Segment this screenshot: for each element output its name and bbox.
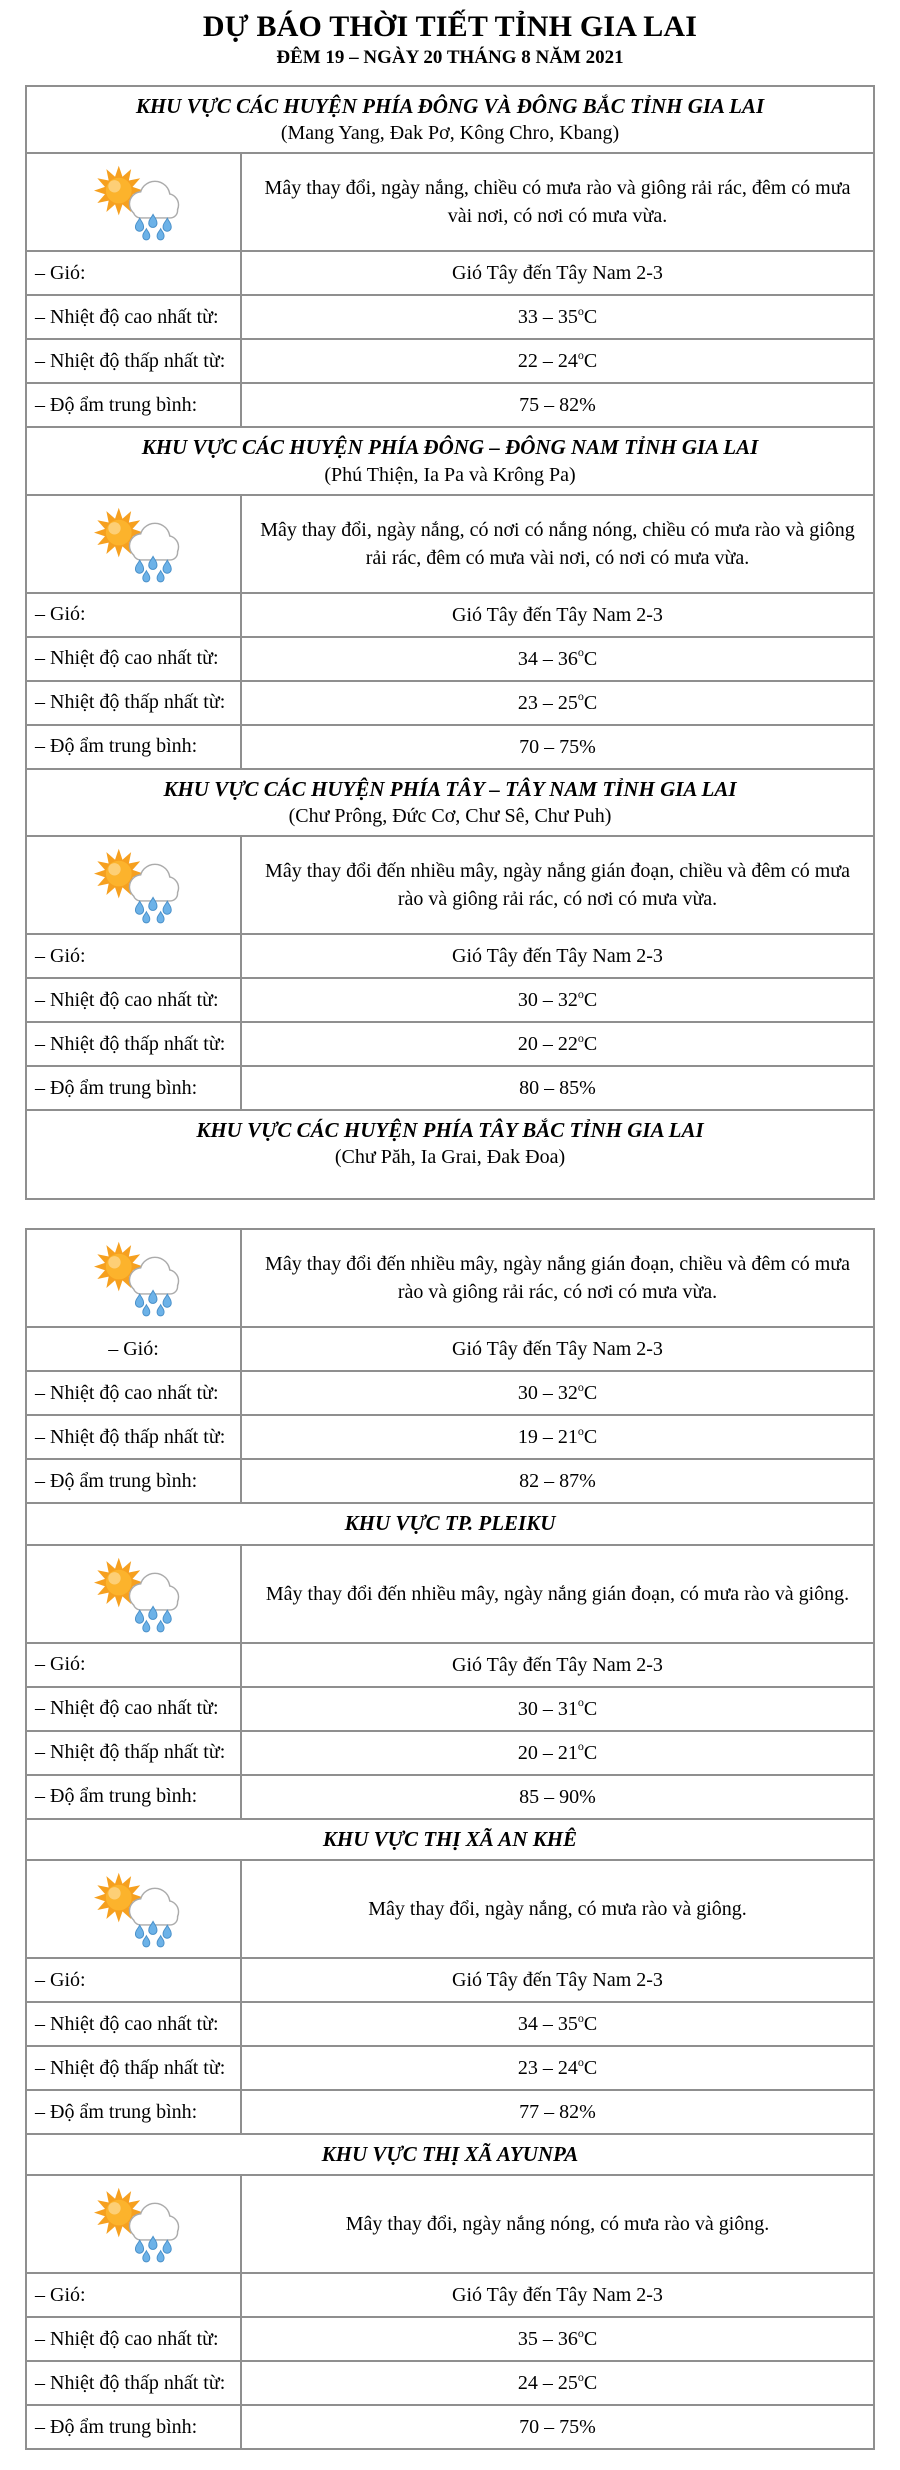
humidity-label: – Độ ẩm trung bình: xyxy=(27,1460,242,1502)
temp-min-label: – Nhiệt độ thấp nhất từ: xyxy=(27,2362,242,2404)
temp-max-label: – Nhiệt độ cao nhất từ: xyxy=(27,2318,242,2360)
temp-min-value: 20 – 22$^o$C xyxy=(517,1030,598,1056)
temp-max-row xyxy=(27,977,873,1021)
temp-min-value: 24 – 25$^o$C xyxy=(517,2370,598,2395)
page-title: DỰ BÁO THỜI TIẾT TỈNH GIA LAI xyxy=(202,10,698,43)
sun-cloud-rain-icon xyxy=(86,1554,182,1634)
region-title: KHU VỰC CÁC HUYỆN PHÍA TÂY – TÂY NAM TỈNH GIA LAI xyxy=(163,776,737,801)
wind-value: Gió Tây đến Tây Nam 2-3 xyxy=(452,2284,663,2307)
forecast-text: Mây thay đổi đến nhiều mây, ngày nắng gián đoạn, chiều và đêm có mưa rào và giông rải rác, có nơi có mưa vừa. xyxy=(265,1253,850,1304)
humidity-value: 70 – 75% xyxy=(519,735,596,758)
humidity-value: 70 – 75% xyxy=(519,2416,596,2439)
temp-min-row xyxy=(27,2360,873,2404)
sun-cloud-rain-icon xyxy=(86,845,182,925)
page-break-gap xyxy=(25,1200,875,1228)
wind-value: Gió Tây đến Tây Nam 2-3 xyxy=(452,1969,663,1992)
temp-max-value: 30 – 32$^o$C xyxy=(517,986,598,1012)
temp-min-row xyxy=(27,1021,873,1065)
wind-row xyxy=(27,2272,873,2316)
forecast-description xyxy=(242,1546,873,1642)
temp-min-value: 22 – 24$^o$C xyxy=(517,348,598,373)
temp-max-value: 30 – 32$^o$C xyxy=(517,1380,598,1405)
forecast-description xyxy=(242,2176,873,2272)
temp-max-row xyxy=(27,1686,873,1730)
region-header xyxy=(27,2133,873,2174)
wind-row xyxy=(27,592,873,636)
sun-cloud-rain-icon xyxy=(86,504,182,584)
temp-max-label: – Nhiệt độ cao nhất từ: xyxy=(27,2003,242,2045)
sun-cloud-rain-icon xyxy=(86,162,182,242)
humidity-label: – Độ ẩm trung bình: xyxy=(27,726,242,768)
weather-icon-cell xyxy=(27,154,242,250)
humidity-row xyxy=(27,2404,873,2448)
humidity-row xyxy=(27,1774,873,1818)
region-header xyxy=(27,1818,873,1859)
temp-min-value: 20 – 21$^o$C xyxy=(517,1739,598,1764)
humidity-value: 80 – 85% xyxy=(519,1077,596,1100)
forecast-row xyxy=(27,835,873,933)
temp-max-label: – Nhiệt độ cao nhất từ: xyxy=(27,638,242,680)
wind-label: – Gió: xyxy=(27,1644,242,1686)
wind-label: – Gió: xyxy=(27,1328,242,1370)
sun-cloud-rain-icon xyxy=(86,1238,182,1318)
forecast-table xyxy=(25,1228,875,2450)
temp-min-label: – Nhiệt độ thấp nhất từ: xyxy=(27,2047,242,2089)
forecast-tables-container xyxy=(25,85,875,2450)
temp-min-row xyxy=(27,1730,873,1774)
humidity-label: – Độ ẩm trung bình: xyxy=(27,2091,242,2133)
forecast-text: Mây thay đổi, ngày nắng, có mưa rào và giông. xyxy=(368,1898,747,1921)
region-title: KHU VỰC CÁC HUYỆN PHÍA ĐÔNG – ĐÔNG NAM TỈNH GIA LAI xyxy=(141,435,759,460)
temp-min-row xyxy=(27,2045,873,2089)
wind-label: – Gió: xyxy=(27,594,242,636)
wind-value: Gió Tây đến Tây Nam 2-3 xyxy=(452,945,663,968)
temp-min-label: – Nhiệt độ thấp nhất từ: xyxy=(27,340,242,382)
forecast-table xyxy=(25,85,875,1200)
humidity-row xyxy=(27,382,873,426)
humidity-label: – Độ ẩm trung bình: xyxy=(27,1067,242,1109)
wind-label: – Gió: xyxy=(27,935,242,977)
humidity-row xyxy=(27,724,873,768)
wind-label: – Gió: xyxy=(27,2274,242,2316)
region-districts: (Chư Prông, Đức Cơ, Chư Sê, Chư Puh) xyxy=(288,805,612,828)
humidity-value: 75 – 82% xyxy=(519,394,596,417)
weather-icon-cell xyxy=(27,496,242,592)
temp-min-label: – Nhiệt độ thấp nhất từ: xyxy=(27,682,242,724)
temp-max-row xyxy=(27,2316,873,2360)
wind-label: – Gió: xyxy=(27,1959,242,2001)
temp-min-label: – Nhiệt độ thấp nhất từ: xyxy=(27,1732,242,1774)
forecast-description xyxy=(242,496,873,592)
wind-value: Gió Tây đến Tây Nam 2-3 xyxy=(452,1338,663,1361)
region-header xyxy=(27,87,873,152)
humidity-label: – Độ ẩm trung bình: xyxy=(27,2406,242,2448)
sun-cloud-rain-icon xyxy=(86,2184,182,2264)
region-title: KHU VỰC CÁC HUYỆN PHÍA ĐÔNG VÀ ĐÔNG BẮC TỈNH GIA LAI xyxy=(135,94,765,118)
wind-label: – Gió: xyxy=(27,252,242,294)
wind-row xyxy=(27,1642,873,1686)
forecast-text: Mây thay đổi, ngày nắng nóng, có mưa rào và giông. xyxy=(345,2213,770,2236)
forecast-row xyxy=(27,1230,873,1326)
temp-max-value: 30 – 31$^o$C xyxy=(517,1695,598,1720)
temp-max-label: – Nhiệt độ cao nhất từ: xyxy=(27,296,242,338)
forecast-description xyxy=(242,1861,873,1957)
region-header xyxy=(27,1502,873,1543)
wind-row xyxy=(27,1957,873,2001)
region-header xyxy=(27,768,873,835)
wind-row xyxy=(27,1326,873,1370)
temp-max-label: – Nhiệt độ cao nhất từ: xyxy=(27,1372,242,1414)
region-title: KHU VỰC THỊ XÃ AYUNPA xyxy=(321,2142,579,2167)
humidity-value: 77 – 82% xyxy=(519,2101,596,2124)
temp-min-row xyxy=(27,1414,873,1458)
temp-max-row xyxy=(27,2001,873,2045)
temp-max-label: – Nhiệt độ cao nhất từ: xyxy=(27,1688,242,1730)
temp-max-row xyxy=(27,636,873,680)
region-districts: (Chư Păh, Ia Grai, Đak Đoa) xyxy=(334,1146,566,1169)
humidity-label: – Độ ẩm trung bình: xyxy=(27,1776,242,1818)
forecast-text: Mây thay đổi đến nhiều mây, ngày nắng gián đoạn, chiều và đêm có mưa rào và giông rải rác, có nơi có mưa vừa. xyxy=(265,860,850,911)
temp-max-value: 34 – 35$^o$C xyxy=(517,2010,598,2036)
temp-max-value: 33 – 35$^o$C xyxy=(517,304,598,329)
region-header xyxy=(27,1109,873,1198)
temp-max-label: – Nhiệt độ cao nhất từ: xyxy=(27,979,242,1021)
region-title: KHU VỰC CÁC HUYỆN PHÍA TÂY BẮC TỈNH GIA LAI xyxy=(196,1118,704,1143)
temp-max-value: 34 – 36$^o$C xyxy=(517,645,598,670)
humidity-row xyxy=(27,1458,873,1502)
forecast-text: Mây thay đổi, ngày nắng, có nơi có nắng nóng, chiều có mưa rào và giông rải rác, đêm có mưa vài nơi, có nơi có mưa vừa. xyxy=(260,518,855,569)
temp-max-value: 35 – 36$^o$C xyxy=(517,2326,598,2351)
forecast-text: Mây thay đổi, ngày nắng, chiều có mưa rào và giông rải rác, đêm có mưa vài nơi, có nơi có mưa vừa. xyxy=(264,177,851,228)
temp-max-row xyxy=(27,1370,873,1414)
sun-cloud-rain-icon xyxy=(86,1869,182,1949)
weather-icon-cell xyxy=(27,2176,242,2272)
forecast-description xyxy=(242,837,873,933)
temp-min-value: 23 – 24$^o$C xyxy=(517,2054,598,2080)
humidity-row xyxy=(27,2089,873,2133)
weather-icon-cell xyxy=(27,1861,242,1957)
forecast-row xyxy=(27,1859,873,1957)
forecast-description xyxy=(242,154,873,250)
humidity-row xyxy=(27,1065,873,1109)
wind-value: Gió Tây đến Tây Nam 2-3 xyxy=(452,262,663,285)
weather-icon-cell xyxy=(27,837,242,933)
region-districts: (Phú Thiện, Ia Pa và Krông Pa) xyxy=(324,463,576,486)
wind-value: Gió Tây đến Tây Nam 2-3 xyxy=(452,603,663,626)
forecast-row xyxy=(27,494,873,592)
temp-min-label: – Nhiệt độ thấp nhất từ: xyxy=(27,1023,242,1065)
forecast-row xyxy=(27,152,873,250)
forecast-row xyxy=(27,2174,873,2272)
wind-value: Gió Tây đến Tây Nam 2-3 xyxy=(452,1653,663,1676)
humidity-value: 85 – 90% xyxy=(519,1785,596,1808)
wind-row xyxy=(27,250,873,294)
temp-min-label: – Nhiệt độ thấp nhất từ: xyxy=(27,1416,242,1458)
region-districts: (Mang Yang, Đak Pơ, Kông Chro, Kbang) xyxy=(280,122,620,145)
weather-icon-cell xyxy=(27,1546,242,1642)
page-subtitle: ĐÊM 19 – NGÀY 20 THÁNG 8 NĂM 2021 xyxy=(276,47,624,68)
forecast-row xyxy=(27,1544,873,1642)
temp-max-row xyxy=(27,294,873,338)
temp-min-row xyxy=(27,338,873,382)
forecast-text: Mây thay đổi đến nhiều mây, ngày nắng gián đoạn, có mưa rào và giông. xyxy=(265,1582,850,1605)
weather-icon-cell xyxy=(27,1230,242,1326)
temp-min-value: 23 – 25$^o$C xyxy=(517,689,598,714)
region-header xyxy=(27,426,873,493)
temp-min-row xyxy=(27,680,873,724)
temp-min-value: 19 – 21$^o$C xyxy=(517,1424,598,1449)
region-title: KHU VỰC TP. PLEIKU xyxy=(344,1511,556,1536)
forecast-description xyxy=(242,1230,873,1326)
region-title: KHU VỰC THỊ XÃ AN KHÊ xyxy=(322,1826,578,1851)
humidity-label: – Độ ẩm trung bình: xyxy=(27,384,242,426)
humidity-value: 82 – 87% xyxy=(519,1470,596,1493)
wind-row xyxy=(27,933,873,977)
